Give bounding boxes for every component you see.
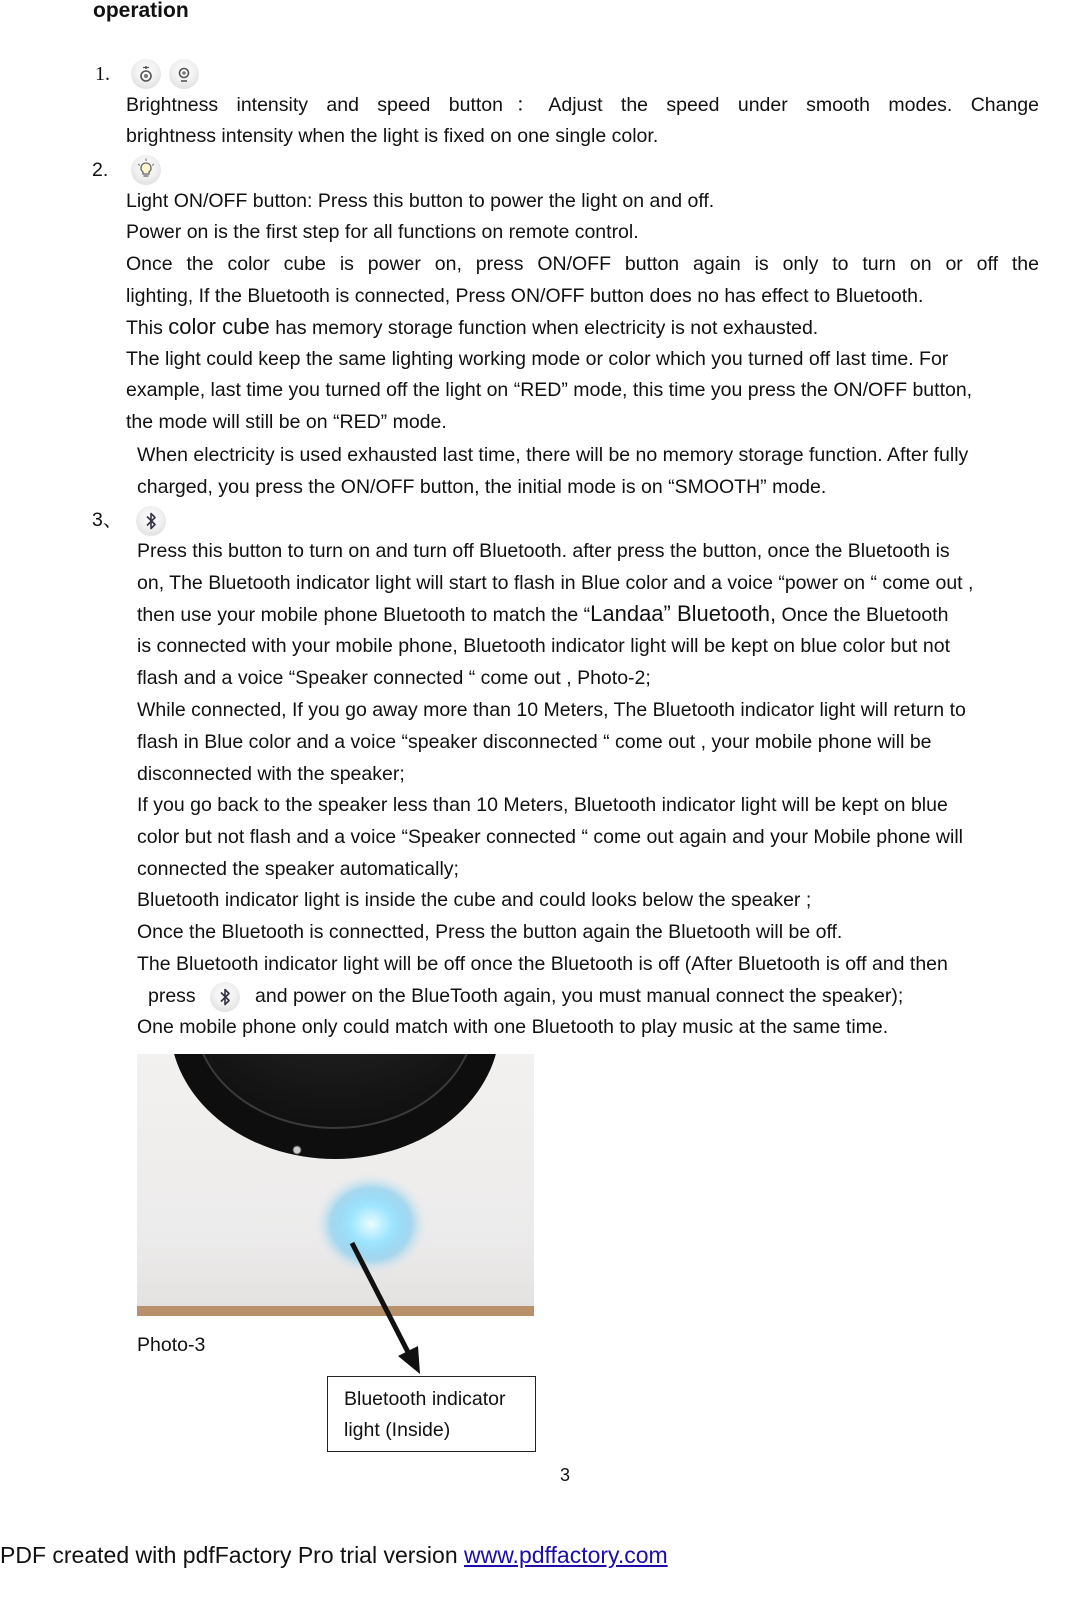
sec3-line9: If you go back to the speaker less than 10 Meters, Bluetooth indicator light will be kept on blue <box>137 794 948 816</box>
sec2-line5-color-cube: color cube <box>168 314 270 339</box>
sec3-line6: While connected, If you go away more than 10 Meters, The Bluetooth indicator light will return to <box>137 699 966 721</box>
photo-caption: Photo-3 <box>137 1334 206 1356</box>
sec2-line4: lighting, If the Bluetooth is connected, Press ON/OFF button does no has effect to Bluetooth. <box>126 285 924 307</box>
callout-arrow <box>340 1230 430 1380</box>
sec3-line1: Press this button to turn on and turn off Bluetooth. after press the button, once the Bluetooth is <box>137 540 950 562</box>
sec3-line3 <box>137 602 948 627</box>
sec3-line14: The Bluetooth indicator light will be off once the Bluetooth is off (After Bluetooth is off and then <box>137 953 948 975</box>
section-2-number: 2. <box>92 159 109 181</box>
section-1-number: 1. <box>95 63 110 85</box>
sec3-line15-press: press <box>148 985 196 1007</box>
sec2-line6: The light could keep the same lighting working mode or color which you turned off last time. For <box>126 348 949 370</box>
sec2-line5-post: has memory storage function when electricity is not exhausted. <box>269 317 819 339</box>
sec1-line1: Brightness intensity and speed button：Adjust the speed under smooth modes. Change <box>126 94 1039 116</box>
sec2-line9: When electricity is used exhausted last time, there will be no memory storage function. After fully <box>137 444 969 466</box>
sec3-line13: Once the Bluetooth is connectted, Press the button again the Bluetooth will be off. <box>137 921 843 943</box>
sec3-line4: is connected with your mobile phone, Bluetooth indicator light will be kept on blue color but not <box>137 635 950 657</box>
sec2-line2: Power on is the first step for all functions on remote control. <box>126 221 639 243</box>
callout-line-2: light (Inside) <box>344 1419 451 1441</box>
sec2-line8: the mode will still be on “RED” mode. <box>126 411 447 433</box>
sec3-line7: flash in Blue color and a voice “speaker disconnected “ come out , your mobile phone will be <box>137 731 932 753</box>
light-bulb-icon <box>131 155 161 185</box>
footer-text: PDF created with pdfFactory Pro trial version <box>0 1542 464 1568</box>
sec2-line5-pre: This <box>126 317 169 339</box>
sec3-line15-rest: and power on the BlueTooth again, you must manual connect the speaker); <box>255 985 904 1007</box>
page-heading: operation <box>93 0 189 22</box>
brightness-up-icon <box>131 59 161 89</box>
sec3-line5: flash and a voice “Speaker connected “ come out , Photo-2; <box>137 667 651 689</box>
sec3-line3-landaa: Landaa” Bluetooth, <box>590 601 777 626</box>
sec2-line5 <box>126 315 818 340</box>
bluetooth-indicator-callout <box>327 1376 536 1452</box>
pdf-footer <box>0 1541 668 1569</box>
sec3-line3-pre: then use your mobile phone Bluetooth to match the “ <box>137 604 591 626</box>
footer-link[interactable]: www.pdffactory.com <box>464 1542 668 1568</box>
sec3-line11: connected the speaker automatically; <box>137 858 459 880</box>
section-3-number: 3、 <box>92 509 123 531</box>
sec3-line12: Bluetooth indicator light is inside the cube and could looks below the speaker ; <box>137 889 812 911</box>
page-number: 3 <box>560 1465 571 1485</box>
sec2-line1: Light ON/OFF button: Press this button to power the light on and off. <box>126 190 715 212</box>
sec1-line2: brightness intensity when the light is fixed on one single color. <box>126 125 659 147</box>
sec2-line3: Once the color cube is power on, press ON/OFF button again is only to turn on or off the <box>126 253 1039 275</box>
bluetooth-inline-icon <box>210 982 240 1012</box>
sec2-line7: example, last time you turned off the light on “RED” mode, this time you press the ON/OFF button, <box>126 379 973 401</box>
sec3-line2: on, The Bluetooth indicator light will start to flash in Blue color and a voice “power on “ come out , <box>137 572 974 594</box>
callout-line-1: Bluetooth indicator <box>344 1388 506 1410</box>
speaker-photo <box>137 1054 534 1316</box>
sec3-line8: disconnected with the speaker; <box>137 763 405 785</box>
speaker-photo-drawing <box>137 1054 534 1316</box>
sec3-line16: One mobile phone only could match with one Bluetooth to play music at the same time. <box>137 1016 889 1038</box>
bluetooth-icon <box>136 506 166 536</box>
sec3-line3-post: Once the Bluetooth <box>776 604 949 626</box>
sec2-line10: charged, you press the ON/OFF button, the initial mode is on “SMOOTH” mode. <box>137 476 827 498</box>
sec3-line10: color but not flash and a voice “Speaker connected “ come out again and your Mobile phone will <box>137 826 963 848</box>
brightness-down-icon <box>169 59 199 89</box>
